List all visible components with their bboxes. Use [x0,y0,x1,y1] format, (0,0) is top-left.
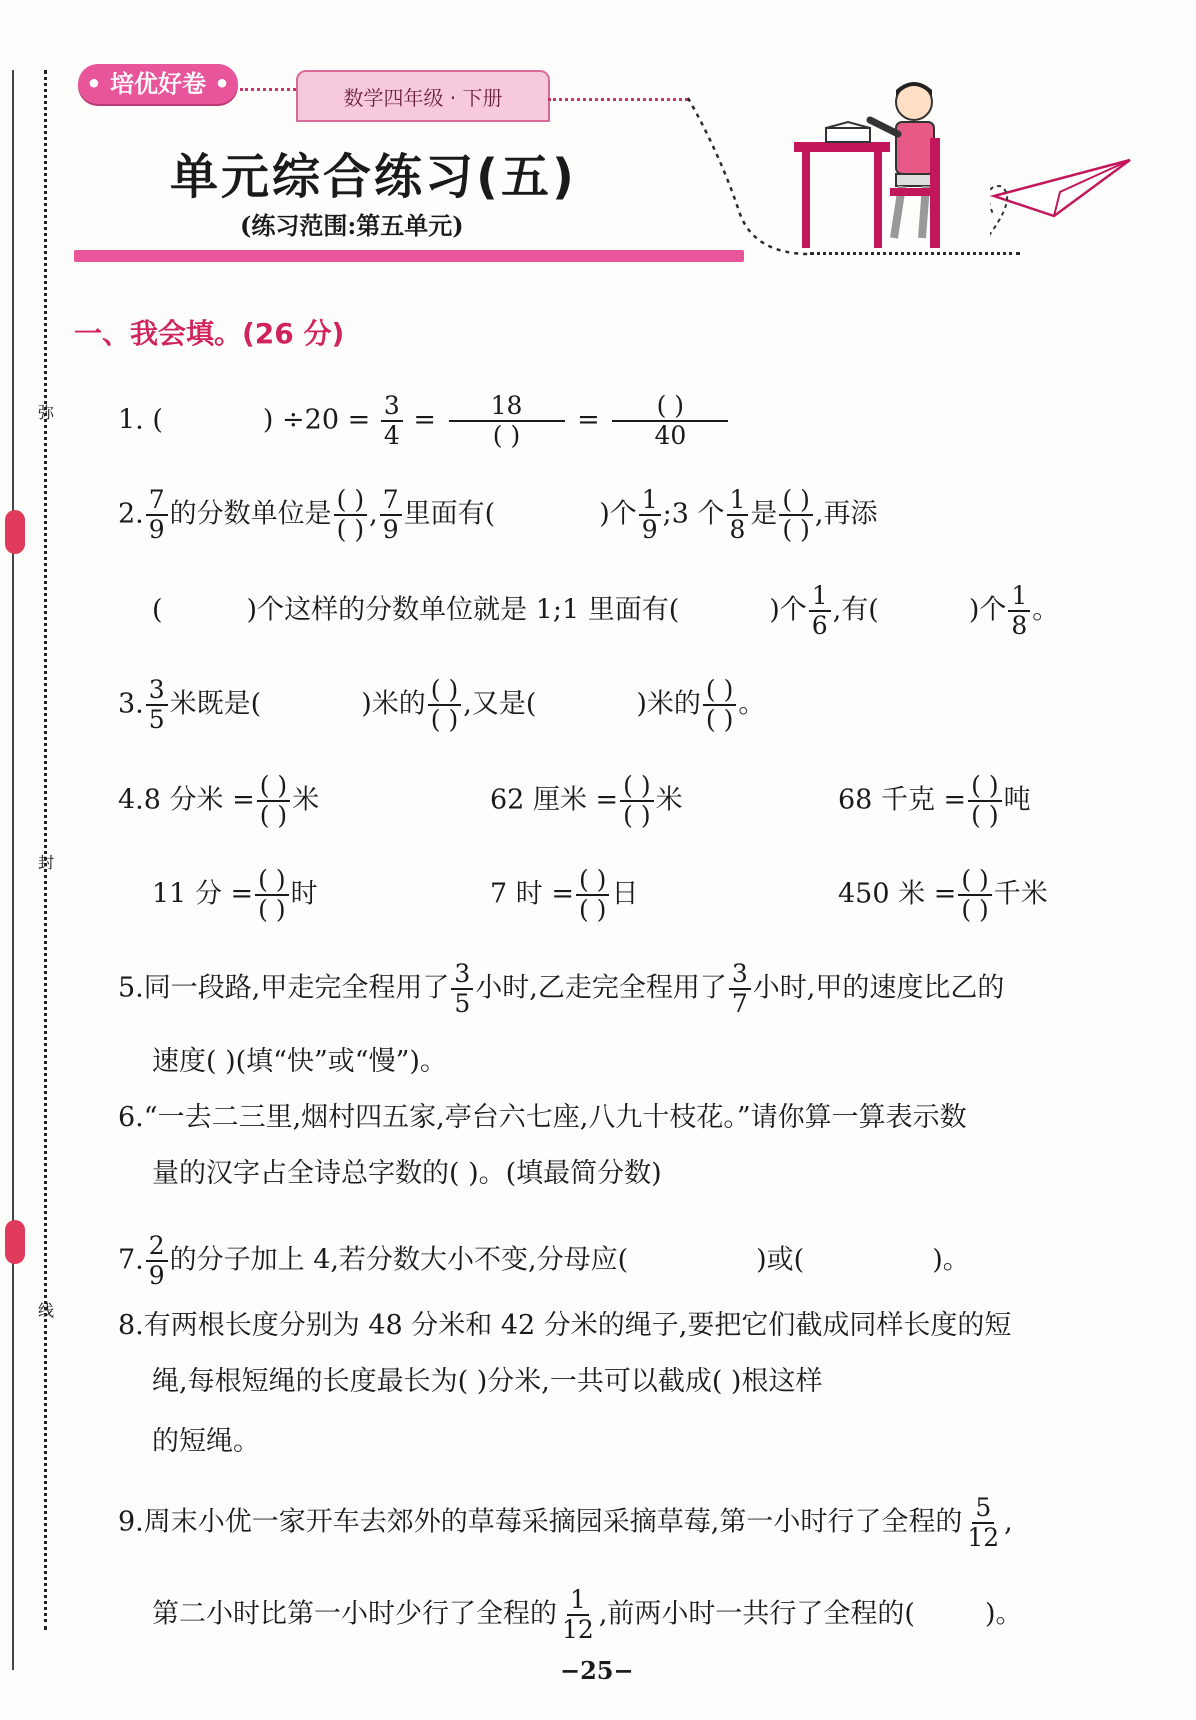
fraction: $\frac{5}{12}$ [967,1493,1000,1552]
blank-open: ( [152,404,163,436]
question-8-line-3: 的短绳。 [152,1426,260,1457]
fraction[interactable]: $\frac{18}{( )}$ [447,392,567,450]
fraction: $\frac{3}{5}$ [146,676,168,734]
series-badge: • 培优好卷 • [78,64,238,104]
fraction[interactable]: $\frac{( )}{40}$ [610,392,730,450]
binding-label-mi: 弥 [38,403,55,422]
binding-hole-marker [5,1220,25,1264]
question-9: 9.周末小优一家开车去郊外的草莓采摘园采摘草莓,第一小时行了全程的 $\frac{5}{12}$ , [118,1493,1013,1552]
fraction-blank[interactable]: $\frac{( )}{( )}$ [958,866,991,924]
fraction-blank[interactable]: $\frac{( )}{( )}$ [968,772,1001,830]
paper-plane-icon [990,156,1140,256]
page-subtitle: (练习范围:第五单元) [240,211,464,240]
fraction-blank[interactable]: $\frac{( )}{( )}$ [576,866,609,924]
question-2: 2. $\frac{7}{9}$ 的分数单位是 $\frac{( )}{( )}$ , $\frac{7}{9}$ 里面有( )个 $\frac{1}{9}$ ;3 个 $\frac{1}{8}$ 是 $\frac{( )}{( )}$ ,再添 [118,485,878,544]
question-9-line-2: 第二小时比第一小时少行了全程的 $\frac{1}{12}$ ,前两小时一共行了全程的( )。 [152,1585,1023,1644]
fraction: $\frac{1}{8}$ [1008,582,1030,640]
fraction: $\frac{7}{9}$ [380,486,402,544]
fraction: $\frac{3}{4}$ [381,392,403,450]
question-1: 1. ( ) ÷20 = $\frac{3}{4}$ = $\frac{18}{( )}$ = $\frac{( )}{40}$ [118,392,732,450]
text: ) ÷20 = [262,404,371,436]
question-5: 5.同一段路,甲走完全程用了 $\frac{3}{5}$ 小时,乙走完全程用了 $\frac{3}{7}$ 小时,甲的速度比乙的 [118,959,1005,1018]
fraction-blank[interactable]: $\frac{( )}{( )}$ [703,676,736,734]
fraction: $\frac{3}{5}$ [451,960,473,1018]
section-heading: 一、我会填。(26 分) [74,317,345,350]
page-number: −25− [560,1656,634,1685]
header-dash [240,88,296,91]
question-4-item: 11 分 = $\frac{( )}{( )}$ 时 [152,865,318,924]
binding-hole-marker [5,510,25,554]
fraction-blank[interactable]: $\frac{( )}{( )}$ [334,486,367,544]
page-title: 单元综合练习(五) [170,149,577,205]
fraction: $\frac{7}{9}$ [146,486,168,544]
question-6: 6.“一去二三里,烟村四五家,亭台六七座,八九十枝花。”请你算一算表示数 [118,1102,967,1133]
fraction-blank[interactable]: $\frac{( )}{( )}$ [255,866,288,924]
question-4-item: 62 厘米 = $\frac{( )}{( )}$ 米 [490,771,683,830]
question-3: 3. $\frac{3}{5}$ 米既是( )米的 $\frac{( )}{( )}$ ,又是( )米的 $\frac{( )}{( )}$ 。 [118,675,766,734]
question-7: 7. $\frac{2}{9}$ 的分子加上 4,若分数大小不变,分母应( )或( )。 [118,1231,970,1290]
binding-label-xian: 线 [38,1301,55,1320]
title-underline-bar [74,250,744,262]
boy-at-desk-illustration [790,78,970,256]
question-4-item: 7 时 = $\frac{( )}{( )}$ 日 [490,865,639,924]
question-4-item: 450 米 = $\frac{( )}{( )}$ 千米 [838,865,1048,924]
fraction: $\frac{3}{7}$ [729,960,751,1018]
binding-label-feng: 封 [38,853,55,872]
fraction-blank[interactable]: $\frac{( )}{( )}$ [620,772,653,830]
fraction-blank[interactable]: $\frac{( )}{( )}$ [257,772,290,830]
fraction: $\frac{1}{8}$ [727,486,749,544]
question-5-line-2[interactable]: 速度( )(填“快”或“慢”)。 [152,1046,447,1077]
question-8-line-2[interactable]: 绳,每根短绳的长度最长为( )分米,一共可以截成( )根这样 [152,1366,823,1397]
question-4-item: 68 千克 = $\frac{( )}{( )}$ 吨 [838,771,1031,830]
question-4-row-1: 4.8 分米 = $\frac{( )}{( )}$ 米 [118,771,320,830]
binding-edge-line [12,70,16,1670]
book-tab: 数学四年级 · 下册 [296,70,550,122]
fraction-blank[interactable]: $\frac{( )}{( )}$ [779,486,812,544]
question-2-line-2: ( )个这样的分数单位就是 1;1 里面有( )个 $\frac{1}{6}$ ,有( )个 $\frac{1}{8}$ 。 [152,581,1060,640]
header-dash [548,98,688,101]
question-8: 8.有两根长度分别为 48 分米和 42 分米的绳子,要把它们截成同样长度的短 [118,1310,1012,1341]
fraction: $\frac{1}{12}$ [562,1585,594,1644]
question-number: 1. [118,404,144,436]
question-6-line-2[interactable]: 量的汉字占全诗总字数的( )。(填最简分数) [152,1158,662,1189]
fraction: $\frac{2}{9}$ [146,1232,168,1290]
fraction: $\frac{1}{6}$ [809,582,831,640]
fraction: $\frac{1}{9}$ [639,486,661,544]
fraction-blank[interactable]: $\frac{( )}{( )}$ [428,676,461,734]
